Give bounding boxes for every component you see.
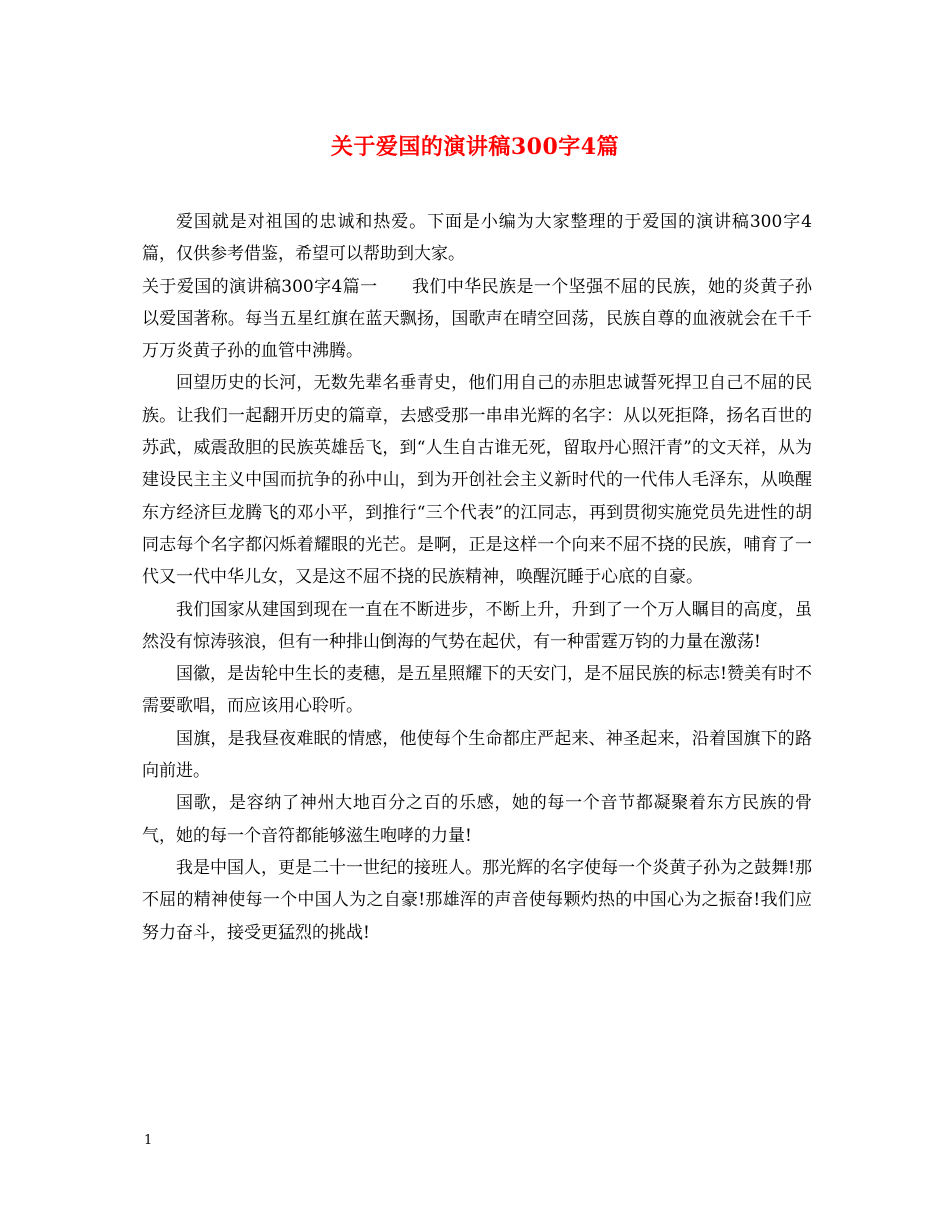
body-paragraph-5: 国歌，是容纳了神州大地百分之百的乐感，她的每一个音节都凝聚着东方民族的骨气，她的每一个音符都能够滋生咆哮的力量! [142,793,812,846]
document-body [142,206,812,949]
body-paragraph-3: 国徽，是齿轮中生长的麦穗，是五星照耀下的天安门，是不屈民族的标志!赞美有时不需要歌唱，而应该用心聆听。 [142,664,812,717]
intro-paragraph: 爱国就是对祖国的忠诚和热爱。下面是小编为大家整理的于爱国的演讲稿300字4篇，仅供参考借鉴，希望可以帮助到大家。 [142,212,812,265]
body-paragraph-4: 国旗，是我昼夜难眠的情感，他使每个生命都庄严起来、神圣起来，沿着国旗下的路向前进。 [142,728,812,782]
document-title: 关于爱国的演讲稿300字4篇 [330,134,620,160]
section-first-text: 我们中华民族是一个坚强不屈的民族，她的炎黄子孙以爱国著称。每当五星红旗在蓝天飘扬，国歌声在晴空回荡，民族自尊的血液就会在千千万万炎黄子孙的血管中沸腾。 [142,276,813,362]
section-first-paragraph [142,271,812,368]
body-paragraph-2: 我们国家从建国到现在一直在不断进步，不断上升，升到了一个万人瞩目的高度，虽然没有惊涛骇浪，但有一种排山倒海的气势在起伏，有一种雷霆万钧的力量在激荡! [142,599,812,652]
section-heading: 关于爱国的演讲稿300字4篇一 [142,276,378,297]
body-paragraph-6: 我是中国人，更是二十一世纪的接班人。那光辉的名字使每一个炎黄子孙为之鼓舞!那不屈的精神使每一个中国人为之自豪!那雄浑的声音使每颗灼热的中国心为之振奋!我们应努力奋斗，接受更猛烈的挑战! [142,857,812,943]
body-paragraph-1: 回望历史的长河，无数先辈名垂青史，他们用自己的赤胆忠诚誓死捍卫自己不屈的民族。让我们一起翻开历史的篇章，去感受那一串串光辉的名字：从以死拒降，扬名百世的苏武，威震敌胆的民族英雄岳飞，到“人生自古谁无死，留取丹心照汗青”的文天祥，从为建设民主主义中国而抗争的孙中山，到为开创社会主义新时代的一代伟人毛泽东，从唤醒东方经济巨龙腾飞的邓小平，到推行“三个代表”的江同志，再到贯彻实施党员先进性的胡同志每个名字都闪烁着耀眼的光芒。是啊，正是这样一个向来不屈不挠的民族，哺育了一代又一代中华儿女，又是这不屈不挠的民族精神，唤醒沉睡于心底的自豪。 [142,373,812,588]
page-number: 1 [144,1133,153,1148]
